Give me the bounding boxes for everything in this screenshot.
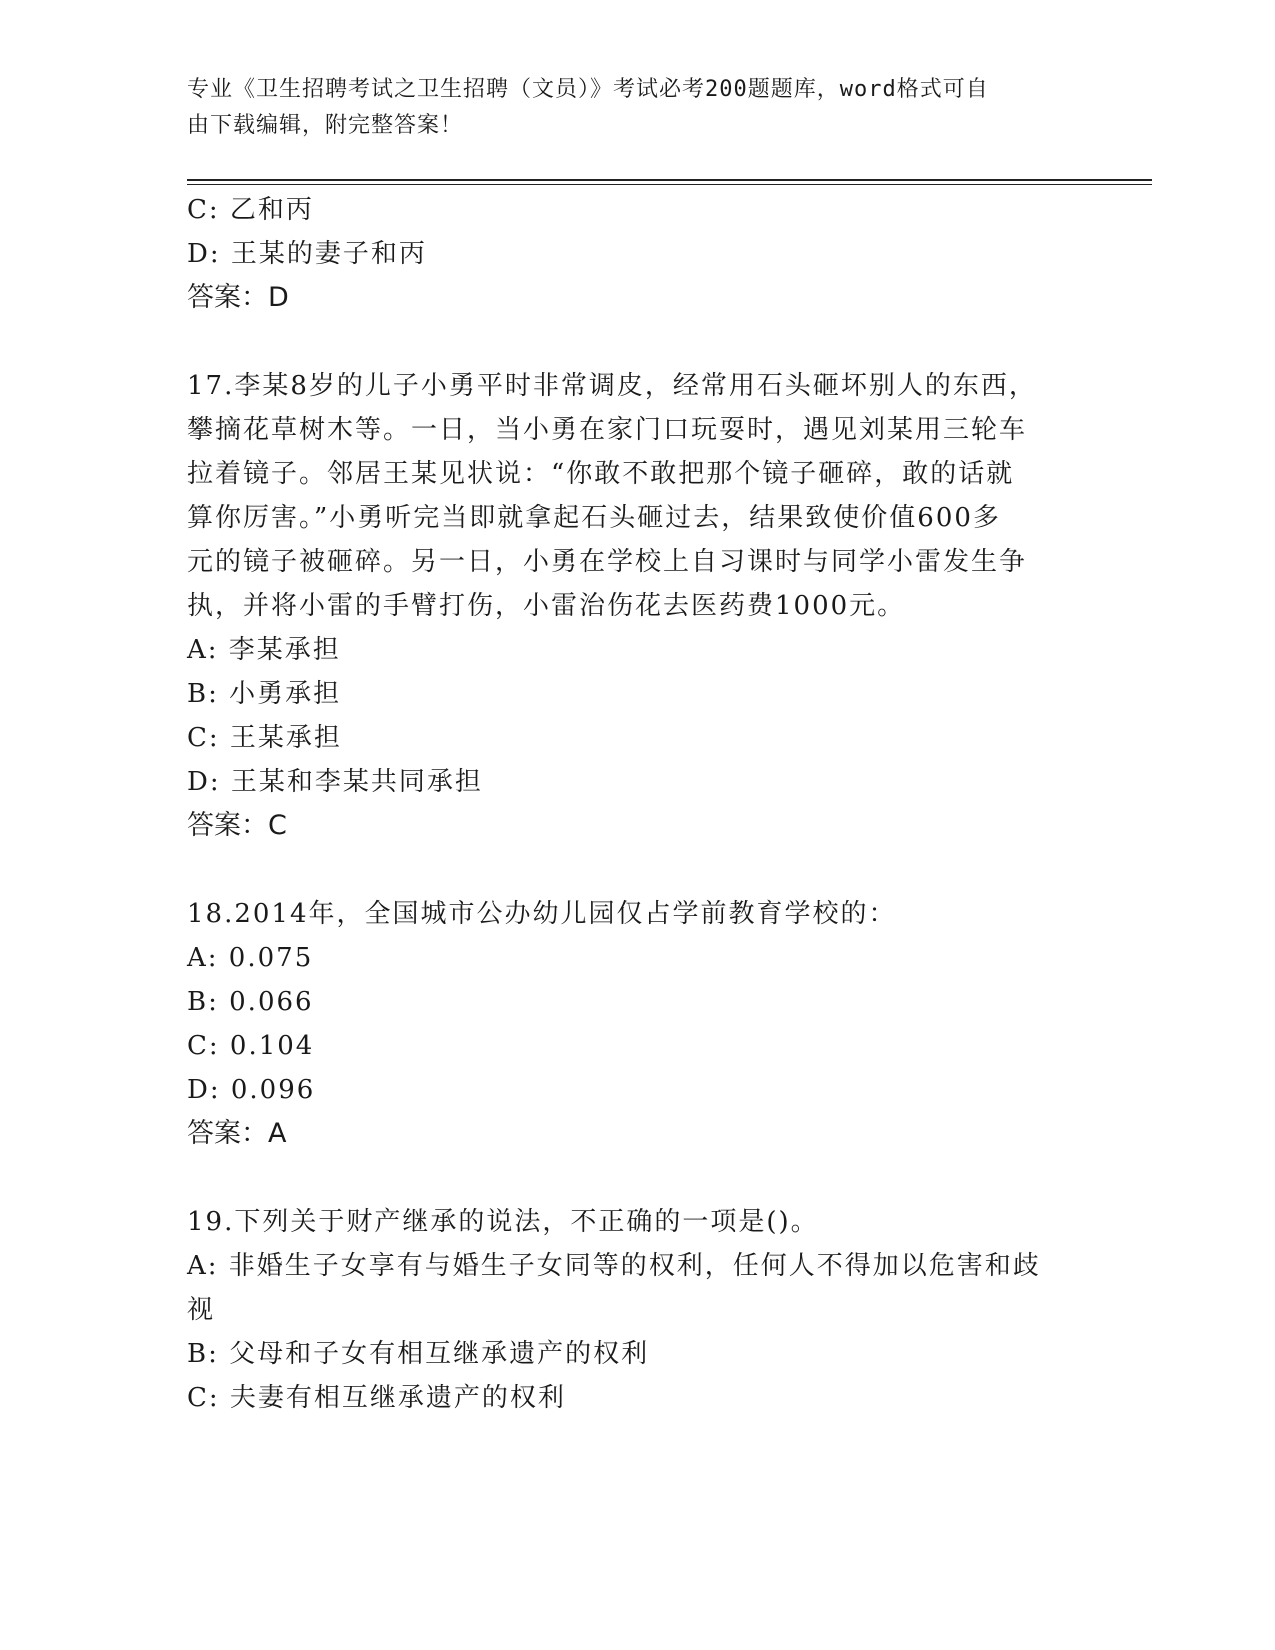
q17-option-b: B: 小勇承担 — [187, 679, 342, 709]
q18-stem: 18.2014年，全国城市公办幼儿园仅占学前教育学校的： — [187, 899, 897, 929]
q19-option-a-line-1: A: 非婚生子女享有与婚生子女同等的权利，任何人不得加以危害和歧 — [187, 1251, 1041, 1281]
q17-stem-line-6: 执，并将小雷的手臂打伤，小雷治伤花去医药费1000元。 — [187, 591, 906, 621]
q18-option-b: B: 0.066 — [187, 987, 314, 1017]
q19-stem: 19.下列关于财产继承的说法，不正确的一项是()。 — [187, 1207, 819, 1237]
q16-option-c: C: 乙和丙 — [187, 195, 314, 225]
document-header — [187, 72, 1067, 144]
header-line-1: 专业《卫生招聘考试之卫生招聘（文员）》考试必考200题题库，word格式可自 — [187, 77, 989, 102]
q17-answer: 答案：C — [187, 810, 287, 841]
q17-stem-line-3: 拉着镜子。邻居王某见状说：“你敢不敢把那个镜子砸碎，敢的话就 — [187, 459, 1015, 489]
q19-option-a-line-2: 视 — [187, 1295, 216, 1325]
q17-option-c: C: 王某承担 — [187, 723, 342, 753]
q18-option-a: A: 0.075 — [187, 943, 314, 973]
q19-option-c: C: 夫妻有相互继承遗产的权利 — [187, 1383, 566, 1413]
q18-answer: 答案：A — [187, 1118, 287, 1149]
q17-stem-line-2: 攀摘花草树木等。一日，当小勇在家门口玩耍时，遇见刘某用三轮车 — [187, 415, 1028, 445]
q16-option-d: D: 王某的妻子和丙 — [187, 239, 427, 269]
q17-stem-line-4: 算你厉害。”小勇听完当即就拿起石头砸过去，结果致使价值600多 — [187, 503, 1001, 533]
q18-option-d: D: 0.096 — [187, 1075, 316, 1105]
q19-option-b: B: 父母和子女有相互继承遗产的权利 — [187, 1339, 650, 1369]
q18-option-c: C: 0.104 — [187, 1031, 315, 1061]
header-line-2: 由下载编辑，附完整答案！ — [187, 113, 464, 138]
q17-option-a: A: 李某承担 — [187, 635, 341, 665]
header-rule-thin — [187, 184, 1152, 185]
q16-answer: 答案：D — [187, 282, 289, 313]
q17-stem-line-5: 元的镜子被砸碎。另一日，小勇在学校上自习课时与同学小雷发生争 — [187, 547, 1028, 577]
q17-option-d: D: 王某和李某共同承担 — [187, 767, 483, 797]
header-rule-thick — [187, 179, 1152, 181]
q17-stem-line-1: 17.李某8岁的儿子小勇平时非常调皮，经常用石头砸坏别人的东西， — [187, 371, 1037, 401]
